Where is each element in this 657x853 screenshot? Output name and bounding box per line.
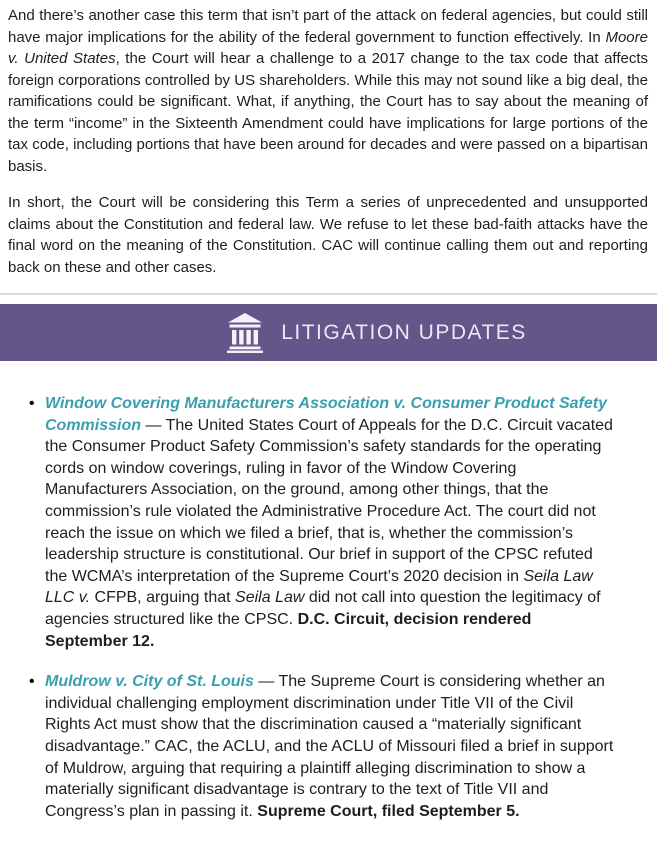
banner-title: LITIGATION UPDATES: [281, 320, 527, 344]
text-segment: — The Supreme Court is considering whether an individual challenging employment discrimination under Title VII of the Civil Rights Act must show that the discrimination caused a “materially significant disadvantage.” CAC, the ACLU, and the ACLU of Missouri filed a brief in support of Muldrow, arguing that requiring a plaintiff alleging discrimination to show a materially significant disadvantage is contrary to the text of Title VII and Congress’s plan in passing it.: [45, 673, 614, 820]
text-segment: D.C. Circuit, decision rendered September 12.: [45, 610, 532, 650]
case-name-link[interactable]: Muldrow v. City of St. Louis: [45, 673, 254, 691]
text-segment: In short, the Court will be considering this Term a series of unprecedented and unsupported claims about the Constitution and federal law. We refuse to let these bad-faith attacks have the final word on the meaning of the Constitution. CAC will continue calling them out and reporting back on these and other cases.: [8, 194, 648, 276]
text-segment: , the Court will hear a challenge to a 2017 change to the tax code that affects foreign corporations controlled by US shareholders. While this may not sound like a big deal, the ramifications could be significant. What, if anything, the Court has to say about the meaning of the term “income” in the Sixteenth Amendment could have implications for large portions of the tax code, including portions that have been around for decades and were passed on a bipartisan basis.: [8, 50, 648, 175]
text-segment: did not call into question the legitimacy of agencies structured like the CPSC.: [45, 589, 601, 628]
litigation-updates-banner: [0, 304, 657, 361]
text-segment: CFPB, arguing that: [90, 589, 236, 607]
text-segment: And there’s another case this term that isn’t part of the attack on federal agencies, but could still have major implications for the ability of the federal government to function effectively. In: [8, 7, 648, 46]
text-segment: Supreme Court, filed September 5.: [257, 802, 520, 820]
list-item-muldrow-v-st-louis: [28, 671, 617, 822]
text-segment: Seila Law: [235, 589, 305, 607]
list-item-wcma-v-cpsc: [28, 393, 617, 652]
text-segment: — The United States Court of Appeals for the D.C. Circuit vacated the Consumer Product Safety Commission’s safety standards for the operating cords on window coverings, ruling in favor of the Window Covering Manufacturers Association, on the ground, among other things, that the commission’s rule violated the Administrative Procedure Act. The court did not reach the issue on which we filed a brief, that is, whether the commission’s leadership structure is constitutional. Our brief in support of the CPSC refuted the WCMA’s interpretation of the Supreme Court’s 2020 decision in: [45, 416, 613, 585]
text-segment: Moore v. United States: [8, 28, 648, 67]
intro-section: [0, 5, 657, 278]
courthouse-icon: [227, 313, 263, 353]
text-segment: Seila Law LLC v.: [45, 567, 593, 607]
section-divider: [0, 293, 657, 295]
paragraph-term-summary: [8, 192, 648, 278]
litigation-updates-list: [0, 393, 657, 822]
case-name-link[interactable]: Window Covering Manufacturers Association v. Consumer Product Safety Commission: [45, 395, 608, 434]
paragraph-moore-case: [8, 5, 648, 177]
